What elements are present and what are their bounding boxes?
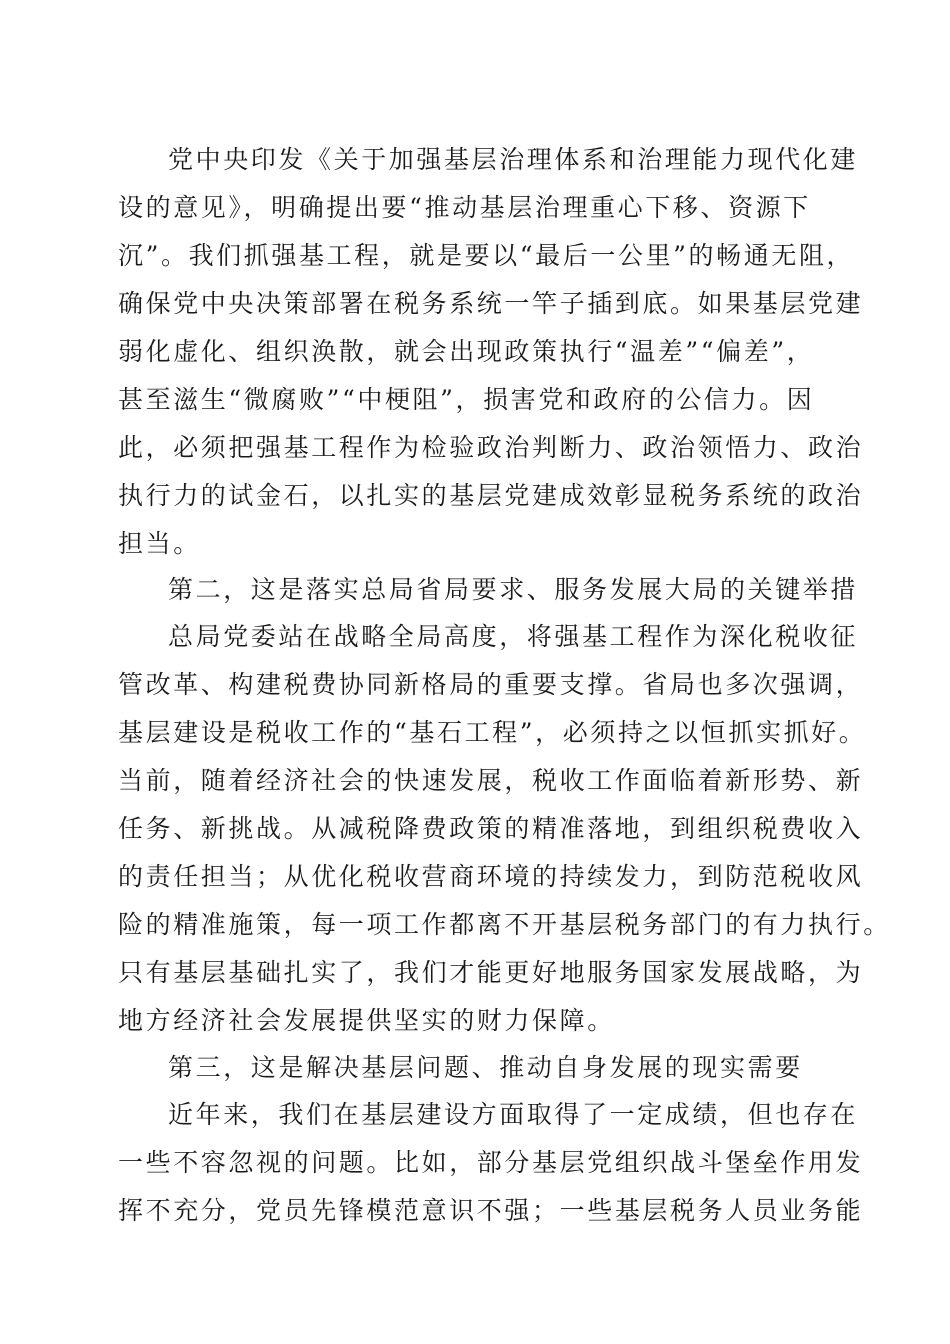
- text-line: 的责任担当；从优化税收营商环境的持续发力，到防范税收风: [118, 862, 864, 891]
- text-line: 设的意见》，明确提出要“推动基层治理重心下移、资源下: [118, 193, 811, 222]
- text-line: 总局党委站在战略全局高度，将强基工程作为深化税收征: [168, 622, 859, 651]
- text-line: 担当。: [118, 529, 201, 558]
- text-line: 党中央印发《关于加强基层治理体系和治理能力现代化建: [168, 145, 859, 174]
- text-line: 甚至滋生“微腐败”“中梗阻”，损害党和政府的公信力。因: [118, 385, 815, 414]
- text-line: 挥不充分，党员先锋模范意识不强；一些基层税务人员业务能: [118, 1196, 864, 1225]
- text-line: 当前，随着经济社会的快速发展，税收工作面临着新形势、新: [118, 766, 864, 795]
- text-line: 执行力的试金石，以扎实的基层党建成效彰显税务系统的政治: [118, 481, 864, 510]
- text-line: 弱化虚化、组织涣散，就会出现政策执行“温差”“偏差”，: [118, 337, 815, 366]
- text-line: 险的精准施策，每一项工作都离不开基层税务部门的有力执行。: [118, 910, 891, 939]
- text-line: 管改革、构建税费协同新格局的重要支撑。省局也多次强调，: [118, 670, 864, 699]
- text-line: 基层建设是税收工作的“基石工程”，必须持之以恒抓实抓好。: [118, 718, 867, 747]
- text-line: 一些不容忽视的问题。比如，部分基层党组织战斗堡垒作用发: [118, 1148, 864, 1177]
- text-line: 任务、新挑战。从减税降费政策的精准落地，到组织税费收入: [118, 814, 864, 843]
- text-line: 此，必须把强基工程作为检验政治判断力、政治领悟力、政治: [118, 433, 864, 462]
- section-heading: 第二，这是落实总局省局要求、服务发展大局的关键举措: [168, 575, 859, 604]
- text-line: 确保党中央决策部署在税务系统一竿子插到底。如果基层党建: [118, 289, 864, 318]
- text-line: 只有基层基础扎实了，我们才能更好地服务国家发展战略，为: [118, 958, 864, 987]
- section-heading: 第三，这是解决基层问题、推动自身发展的现实需要: [168, 1053, 803, 1082]
- text-line: 沉”。我们抓强基工程，就是要以“最后一公里”的畅通无阻，: [118, 241, 855, 270]
- text-line: 地方经济社会发展提供坚实的财力保障。: [118, 1006, 615, 1035]
- text-line: 近年来，我们在基层建设方面取得了一定成绩，但也存在: [168, 1100, 859, 1129]
